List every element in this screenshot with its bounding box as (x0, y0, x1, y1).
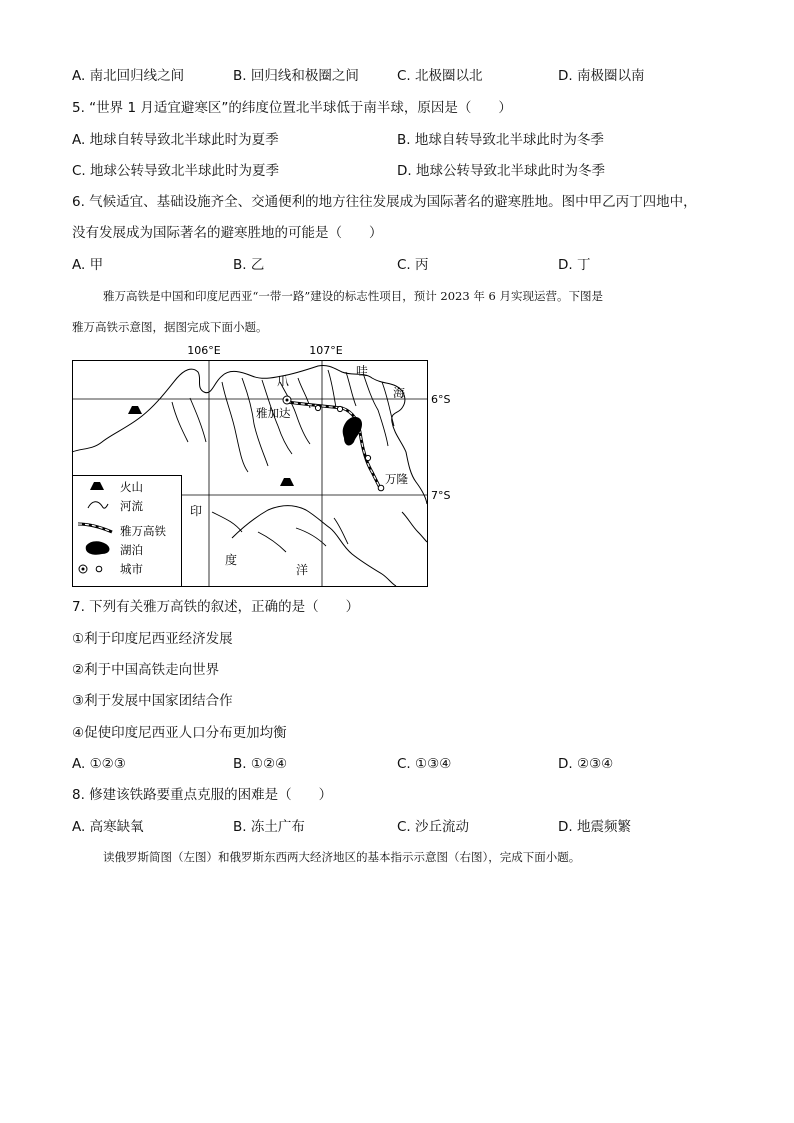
q6-option-a: A. 甲 (72, 257, 104, 273)
q8-option-c: C. 沙丘流动 (397, 819, 470, 835)
intro1-line1: 雅万高铁是中国和印度尼西亚“一带一路”建设的标志性项目，预计 2023 年 6 月实现运营。下图是 (103, 289, 603, 303)
q6-stem-line1: 6. 气候适宜、基础设施齐全、交通便利的地方往往发展成为国际著名的避寒胜地。图中甲乙丙丁四地中， (72, 194, 697, 210)
label-wa: 哇 (356, 364, 369, 378)
q8-option-b: B. 冻土广布 (233, 819, 305, 835)
q8-option-d: D. 地震频繁 (558, 819, 631, 835)
q7-stem: 7. 下列有关雅万高铁的叙述，正确的是（ ） (72, 599, 360, 615)
q5-option-b: B. 地球自转导致北半球此时为冬季 (397, 132, 604, 148)
city-icon (365, 455, 370, 460)
railway-map (72, 342, 451, 592)
q6-option-d: D. 丁 (558, 257, 591, 273)
lon-label-106: 106°E (187, 344, 221, 357)
q4-option-b: B. 回归线和极圈之间 (233, 68, 359, 84)
legend-city-icon (96, 566, 102, 572)
intro2-line1: 读俄罗斯简图（左图）和俄罗斯东西两大经济地区的基本指示示意图（右图），完成下面小题。 (103, 850, 581, 864)
q7-option-b: B. ①②④ (233, 756, 288, 772)
q7-option-d: D. ②③④ (558, 756, 614, 772)
q8-option-a: A. 高寒缺氧 (72, 819, 144, 835)
q7-statement-1: ①利于印度尼西亚经济发展 (72, 631, 233, 647)
legend-capital-dot (82, 568, 85, 571)
label-yang: 洋 (296, 563, 309, 577)
legend-volcano-label: 火山 (120, 480, 143, 494)
q6-option-c: C. 丙 (397, 257, 429, 273)
q7-statement-3: ③利于发展中国家团结合作 (72, 693, 233, 709)
label-hai: 海 (393, 386, 406, 400)
q7-statement-4: ④促使印度尼西亚人口分布更加均衡 (72, 725, 287, 741)
city-icon (315, 405, 320, 410)
lat-label-6s: 6°S (431, 393, 451, 406)
q4-option-d: D. 南极圈以南 (558, 68, 645, 84)
legend-city-label: 城市 (120, 562, 143, 576)
label-du: 度 (225, 553, 238, 567)
q5-option-d: D. 地球公转导致北半球此时为冬季 (397, 163, 605, 179)
q7-option-c: C. ①③④ (397, 756, 452, 772)
q5-option-c: C. 地球公转导致北半球此时为夏季 (72, 163, 280, 179)
lon-label-107: 107°E (309, 344, 343, 357)
label-yin: 印 (190, 504, 203, 518)
jakarta-city-dot (286, 399, 289, 402)
label-bandung: 万隆 (385, 472, 408, 486)
q6-stem-line2: 没有发展成为国际著名的避寒胜地的可能是（ ） (72, 225, 383, 241)
label-jakarta: 雅加达 (256, 406, 291, 420)
city-icon (337, 406, 342, 411)
q6-option-b: B. 乙 (233, 257, 265, 273)
q7-statement-2: ②利于中国高铁走向世界 (72, 662, 220, 678)
bandung-city-icon (378, 485, 384, 491)
q5-option-a: A. 地球自转导致北半球此时为夏季 (72, 132, 279, 148)
legend-lake-label: 湖泊 (120, 543, 143, 557)
q7-option-a: A. ①②③ (72, 756, 126, 772)
intro1-line2: 雅万高铁示意图，据图完成下面小题。 (72, 320, 268, 334)
legend-river-label: 河流 (120, 499, 143, 513)
legend-railway-label: 雅万高铁 (120, 524, 166, 538)
q4-option-c: C. 北极圈以北 (397, 68, 483, 84)
lat-label-7s: 7°S (431, 489, 451, 502)
q5-stem: 5. “世界 1 月适宜避寒区”的纬度位置北半球低于南半球，原因是（ ） (72, 100, 512, 116)
q4-option-a: A. 南北回归线之间 (72, 68, 185, 84)
label-zhua: 爪 (277, 374, 290, 388)
q8-stem: 8. 修建该铁路要重点克服的困难是（ ） (72, 787, 333, 803)
